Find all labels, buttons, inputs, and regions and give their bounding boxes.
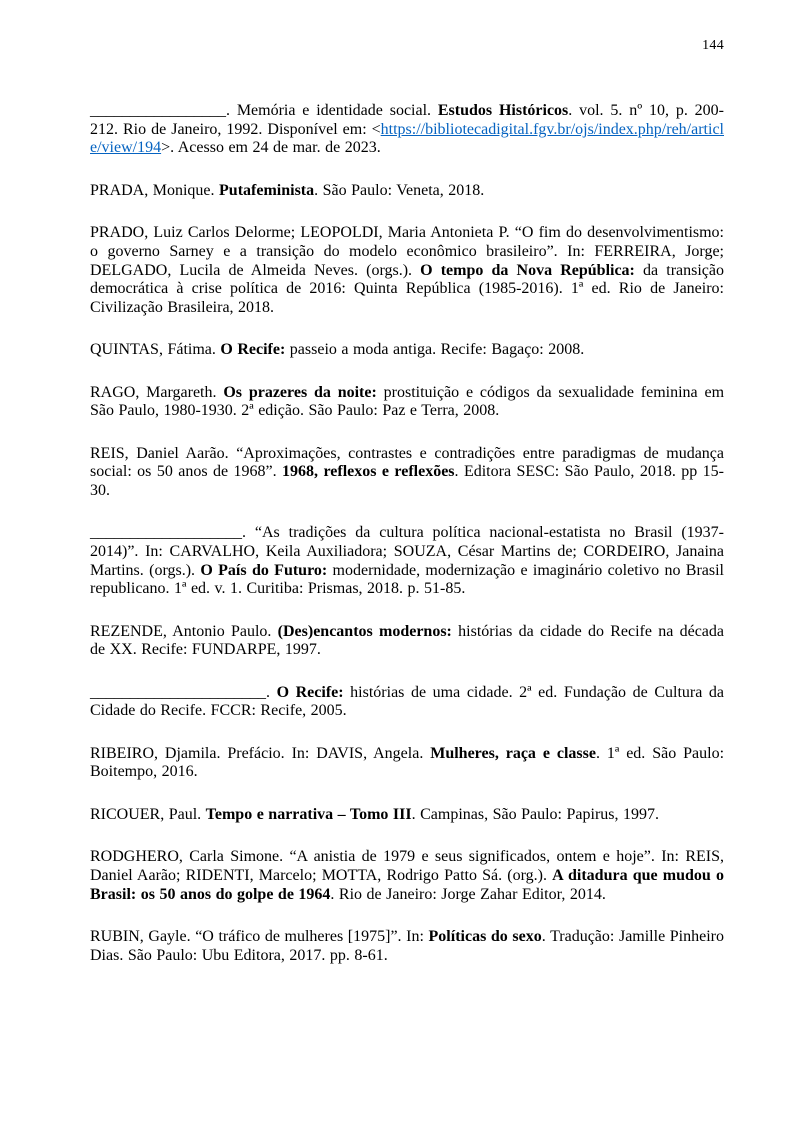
reference-entry [90, 848, 724, 904]
reference-title: Estudos Históricos [437, 102, 569, 120]
reference-text: passeio a moda antiga. Recife: Bagaço: 2008. [285, 341, 585, 359]
reference-entry [90, 928, 724, 965]
reference-text: RICOUER, Paul. [90, 805, 206, 823]
reference-text: PRADA, Monique. [90, 181, 220, 199]
reference-title: Os prazeres da noite: [223, 383, 377, 401]
reference-text: REIS, Daniel Aarão. “Aproximações, contrastes e contradições entre paradigmas de mudança social: os 50 anos de 1968”. [90, 444, 724, 481]
reference-text: ___________________. “As tradições da cultura política nacional-estatista no Brasil (1937-2014)”. In: CARVALHO, Keila Auxiliadora; SOUZA, César Martins de; CORDEIRO, Janaina Martins. (orgs.). [90, 524, 724, 579]
reference-title: Tempo e narrativa – Tomo III [205, 805, 412, 823]
reference-text: histórias de uma cidade. 2ª ed. Fundação de Cultura da Cidade do Recife. FCCR: Recife, 2005. [90, 683, 725, 720]
reference-title: O Recife: [276, 683, 344, 701]
reference-text: QUINTAS, Fátima. [90, 341, 221, 359]
reference-text: RIBEIRO, Djamila. Prefácio. In: DAVIS, Angela. [90, 744, 431, 762]
reference-title: A ditadura que mudou o Brasil: os 50 anos do golpe de 1964 [90, 867, 724, 903]
reference-title: 1968, reflexos e reflexões [282, 463, 455, 481]
reference-text: RAGO, Margareth. [90, 383, 224, 401]
reference-text: . vol. 5. nº 10, p. 200-212. Rio de Janeiro, 1992. Disponível em: < [90, 102, 725, 138]
reference-text: >. Acesso em 24 de mar. de 2023. [161, 139, 381, 157]
reference-entry [90, 806, 724, 825]
reference-url-link[interactable]: https://bibliotecadigital.fgv.br/ojs/index.php/reh/article/view/194 [90, 120, 724, 157]
reference-entry [90, 384, 724, 421]
reference-entry [90, 102, 724, 158]
reference-text: . Rio de Janeiro: Jorge Zahar Editor, 2014. [330, 885, 606, 903]
reference-title: O Recife: [220, 341, 286, 359]
reference-title: Putafeminista [219, 181, 315, 199]
reference-text: prostituição e códigos da sexualidade feminina em São Paulo, 1980-1930. 2ª edição. São Paulo: Paz e Terra, 2008. [90, 383, 725, 420]
reference-entry [90, 623, 724, 660]
reference-text: modernidade, modernização e imaginário coletivo no Brasil republicano. 1ª ed. v. 1. Curitiba: Prismas, 2018. p. 51-85. [90, 561, 725, 598]
reference-title: Políticas do sexo [428, 928, 542, 946]
reference-text: . Campinas, São Paulo: Papirus, 1997. [411, 805, 659, 823]
reference-title: O País do Futuro: [200, 561, 328, 579]
reference-entry [90, 182, 724, 201]
reference-text: . São Paulo: Veneta, 2018. [314, 181, 485, 199]
reference-entry [90, 745, 724, 782]
reference-entry [90, 224, 724, 317]
reference-text: REZENDE, Antonio Paulo. [90, 622, 278, 640]
reference-text: . Editora SESC: São Paulo, 2018. pp 15-30. [90, 463, 725, 499]
reference-title: O tempo da Nova República: [420, 261, 635, 279]
reference-text: RUBIN, Gayle. “O tráfico de mulheres [1975]”. In: [90, 928, 429, 946]
reference-text: PRADO, Luiz Carlos Delorme; LEOPOLDI, Maria Antonieta P. “O fim do desenvolvimentismo: o governo Sarney e a transição do modelo econômico brasileiro”. In: FERREIRA, Jorge; DELGADO, Lucila de Almeida Neves. (orgs.). [90, 224, 724, 279]
reference-text: ______________________. [90, 683, 277, 701]
reference-entry [90, 341, 724, 360]
references-list [90, 102, 724, 965]
page-number: 144 [702, 38, 724, 53]
reference-entry [90, 524, 724, 598]
reference-entry [90, 445, 724, 501]
reference-text: RODGHERO, Carla Simone. “A anistia de 1979 e seus significados, ontem e hoje”. In: REIS, Daniel Aarão; RIDENTI, Marcelo; MOTTA, Rodrigo Patto Sá. (org.). [90, 848, 724, 884]
reference-text: da transição democrática à crise política de 2016: Quinta República (1985-2016). 1ª ed. Rio de Janeiro: Civilização Brasileira, 2018. [90, 261, 724, 316]
reference-entry [90, 684, 724, 721]
reference-title: Mulheres, raça e classe [430, 744, 596, 762]
reference-text: . Tradução: Jamille Pinheiro Dias. São Paulo: Ubu Editora, 2017. pp. 8-61. [90, 928, 725, 964]
reference-text: _________________. Memória e identidade social. [90, 102, 438, 120]
reference-text: histórias da cidade do Recife na década de XX. Recife: FUNDARPE, 1997. [90, 622, 724, 659]
reference-title: (Des)encantos modernos: [277, 622, 452, 640]
reference-text: . 1ª ed. São Paulo: Boitempo, 2016. [90, 744, 725, 781]
